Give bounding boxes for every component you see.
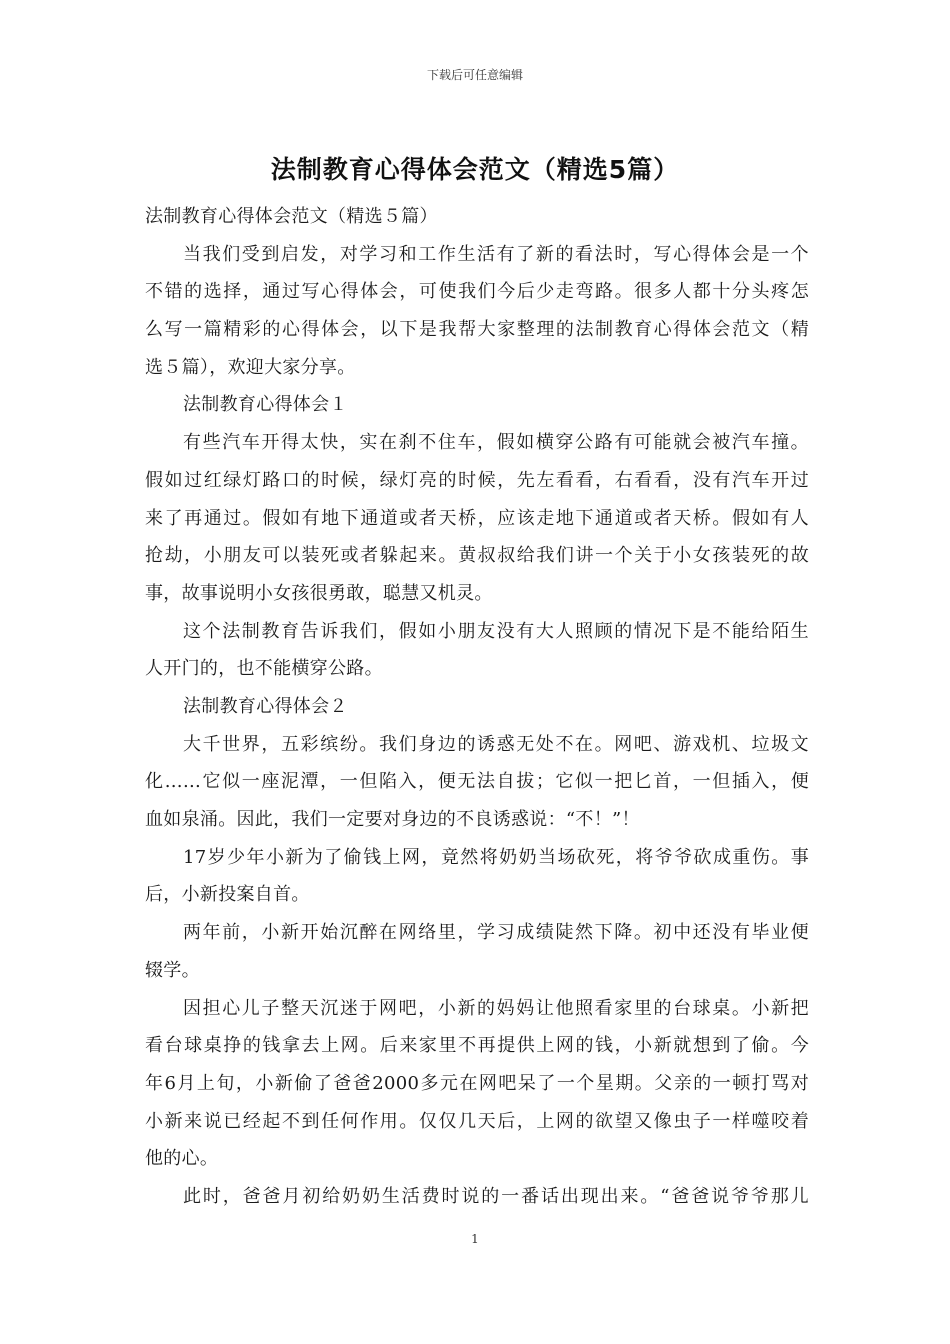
text-line: 小新来说已经起不到任何作用。仅仅几天后，上网的欲望又像虫子一样噬咬着 [145, 1110, 809, 1132]
document-body [145, 198, 809, 1216]
text-line: 后，小新投案自首。 [145, 884, 310, 906]
text-line: 不错的选择，通过写心得体会，可使我们今后少走弯路。很多人都十分头疼怎 [145, 281, 809, 303]
text-line: 化……它似一座泥潭，一但陷入，便无法自拔；它似一把匕首，一但插入，便 [145, 771, 809, 793]
text-line: 大千世界，五彩缤纷。我们身边的诱惑无处不在。网吧、游戏机、垃圾文 [183, 733, 809, 755]
text-line: 因担心儿子整天沉迷于网吧，小新的妈妈让他照看家里的台球桌。小新把 [183, 997, 809, 1019]
text-line: 血如泉涌。因此，我们一定要对身边的不良诱惑说：“不！”！ [145, 809, 640, 831]
text-line: 看台球桌挣的钱拿去上网。后来家里不再提供上网的钱，小新就想到了偷。今 [145, 1035, 809, 1057]
text-line: 法制教育心得体会２ [183, 696, 348, 718]
text-line: 么写一篇精彩的心得体会，以下是我帮大家整理的法制教育心得体会范文（精 [145, 319, 809, 341]
text-line: 法制教育心得体会１ [183, 394, 348, 416]
text-line: 来了再通过。假如有地下通道或者天桥，应该走地下通道或者天桥。假如有人 [145, 507, 809, 529]
text-line: 选５篇），欢迎大家分享。 [145, 356, 356, 378]
text-line: 人开门的，也不能横穿公路。 [145, 658, 383, 680]
text-line: 他的心。 [145, 1148, 219, 1170]
text-line: 此时，爸爸月初给奶奶生活费时说的一番话出现出来。“爸爸说爷爷那儿 [183, 1186, 809, 1208]
document-title: 法制教育心得体会范文（精选5篇） [270, 155, 680, 184]
page-header: 下载后可任意编辑 [426, 68, 523, 82]
text-line: 假如过红绿灯路口的时候，绿灯亮的时候，先左看看，右看看，没有汽车开过 [145, 469, 809, 491]
text-line: 抢劫，小朋友可以装死或者躲起来。黄叔叔给我们讲一个关于小女孩装死的故 [145, 545, 809, 567]
text-line: 年6月上旬，小新偷了爸爸2000多元在网吧呆了一个星期。父亲的一顿打骂对 [145, 1072, 809, 1094]
text-line: 事，故事说明小女孩很勇敢，聪慧又机灵。 [145, 582, 493, 604]
text-line: 辍学。 [145, 959, 200, 981]
text-line: 两年前，小新开始沉醉在网络里，学习成绩陡然下降。初中还没有毕业便 [183, 922, 809, 944]
text-line: 法制教育心得体会范文（精选５篇） [145, 206, 438, 227]
text-line: 有些汽车开得太快，实在刹不住车，假如横穿公路有可能就会被汽车撞。 [183, 432, 809, 454]
text-line: 当我们受到启发，对学习和工作生活有了新的看法时，写心得体会是一个 [183, 243, 809, 265]
text-line: 这个法制教育告诉我们，假如小朋友没有大人照顾的情况下是不能给陌生 [183, 620, 809, 642]
page-number: 1 [471, 1232, 479, 1246]
text-line: 17岁少年小新为了偷钱上网，竟然将奶奶当场砍死，将爷爷砍成重伤。事 [183, 846, 809, 868]
